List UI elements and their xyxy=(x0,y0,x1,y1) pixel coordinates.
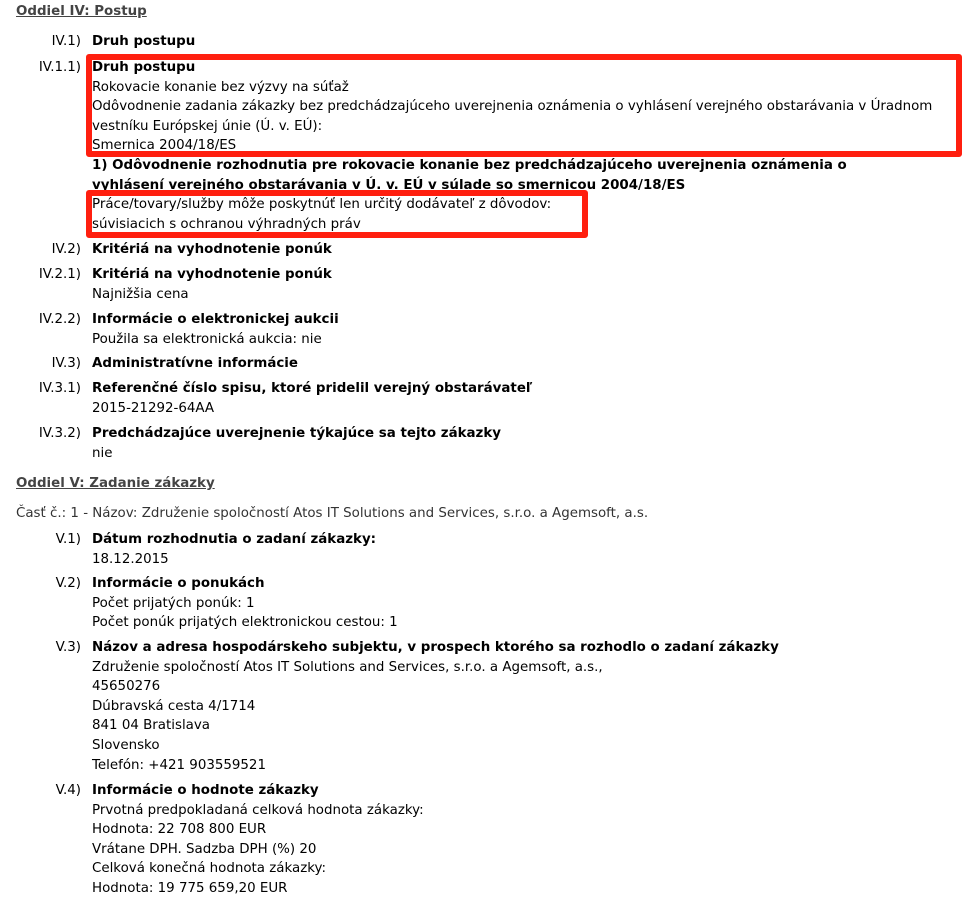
item-number: V.4) xyxy=(55,783,81,798)
item-value: nie xyxy=(92,445,113,461)
item-title: Dátum rozhodnutia o zadaní zákazky: xyxy=(92,532,377,547)
item-title: Druh postupu xyxy=(92,60,196,75)
initial-value-label: Prvotná predpokladaná celková hodnota zákazky: xyxy=(92,802,424,818)
item-title: Informácie o ponukách xyxy=(92,576,265,591)
final-value: Hodnota: 19 775 659,20 EUR xyxy=(92,880,288,896)
item-value: Počet prijatých ponúk: 1 xyxy=(92,595,255,611)
contractor-name: Združenie spoločností Atos IT Solutions and Services, s.r.o. a Agemsoft, a.s., xyxy=(92,659,603,675)
item-number: IV.1.1) xyxy=(38,60,81,75)
item-number: IV.3) xyxy=(51,356,81,371)
item-title: Kritériá na vyhodnotenie ponúk xyxy=(92,267,332,282)
final-value-label: Celková konečná hodnota zákazky: xyxy=(92,861,326,877)
item-number: V.3) xyxy=(55,640,81,655)
item-number: IV.2) xyxy=(51,242,81,257)
contractor-id: 45650276 xyxy=(92,679,161,695)
item-number: V.1) xyxy=(55,532,81,547)
reason-heading: 1) Odôvodnenie rozhodnutia pre rokovacie konanie bez predchádzajúceho uverejnenia oznámenia o vyhlásení verejného obstarávania v Ú. v. EÚ v súlade so smernicou 2004/18/ES xyxy=(92,157,847,193)
reason-line: Práce/tovary/služby môže poskytnúť len určitý dodávateľ z dôvodov: xyxy=(92,197,552,213)
directive: Smernica 2004/18/ES xyxy=(92,138,237,154)
procedure-type: Rokovacie konanie bez výzvy na súťaž xyxy=(92,79,349,95)
section-v-title: Oddiel V: Zadanie zákazky xyxy=(16,476,215,491)
item-value: 2015-21292-64AA xyxy=(92,400,215,416)
item-value: Najnižšia cena xyxy=(92,286,189,302)
item-number: IV.3.2) xyxy=(38,426,81,441)
part-line: Časť č.: 1 - Názov: Združenie spoločností Atos IT Solutions and Services, s.r.o. a Agemsoft, a.s. xyxy=(16,506,649,521)
item-title: Referenčné číslo spisu, ktoré pridelil verejný obstarávateľ xyxy=(92,381,533,396)
contractor-street: Dúbravská cesta 4/1714 xyxy=(92,698,256,714)
justification-label: Odôvodnenie zadania zákazky bez predchádzajúceho uverejnenia oznámenia o vyhlásení verejného obstarávania v Úradnom vestníku Európskej únie (Ú. v. EÚ): xyxy=(92,99,933,134)
section-iv-title: Oddiel IV: Postup xyxy=(16,4,147,19)
item-value: Použila sa elektronická aukcia: nie xyxy=(92,331,322,347)
item-value: Počet ponúk prijatých elektronickou cestou: 1 xyxy=(92,615,398,631)
item-number: IV.2.2) xyxy=(38,312,81,327)
item-title: Názov a adresa hospodárskeho subjektu, v prospech ktorého sa rozhodlo o zadaní zákazky xyxy=(92,640,779,655)
reason-line: súvisiacich s ochranou výhradných práv xyxy=(92,216,361,232)
item-title: Administratívne informácie xyxy=(92,356,298,371)
initial-value: Hodnota: 22 708 800 EUR xyxy=(92,822,267,838)
item-value: 18.12.2015 xyxy=(92,551,169,567)
vat-line: Vrátane DPH. Sadzba DPH (%) 20 xyxy=(92,841,317,857)
item-number: IV.3.1) xyxy=(38,381,81,396)
contractor-phone: Telefón: +421 903559521 xyxy=(92,757,266,773)
item-number: V.2) xyxy=(55,576,81,591)
item-title: Informácie o hodnote zákazky xyxy=(92,783,319,798)
contractor-city: 841 04 Bratislava xyxy=(92,718,211,734)
item-number: IV.1) xyxy=(51,34,81,49)
item-title: Kritériá na vyhodnotenie ponúk xyxy=(92,242,332,257)
item-number: IV.2.1) xyxy=(38,267,81,282)
item-title: Predchádzajúce uverejnenie týkajúce sa tejto zákazky xyxy=(92,426,501,441)
contractor-country: Slovensko xyxy=(92,737,160,753)
item-title: Informácie o elektronickej aukcii xyxy=(92,312,339,327)
item-title: Druh postupu xyxy=(92,34,196,49)
